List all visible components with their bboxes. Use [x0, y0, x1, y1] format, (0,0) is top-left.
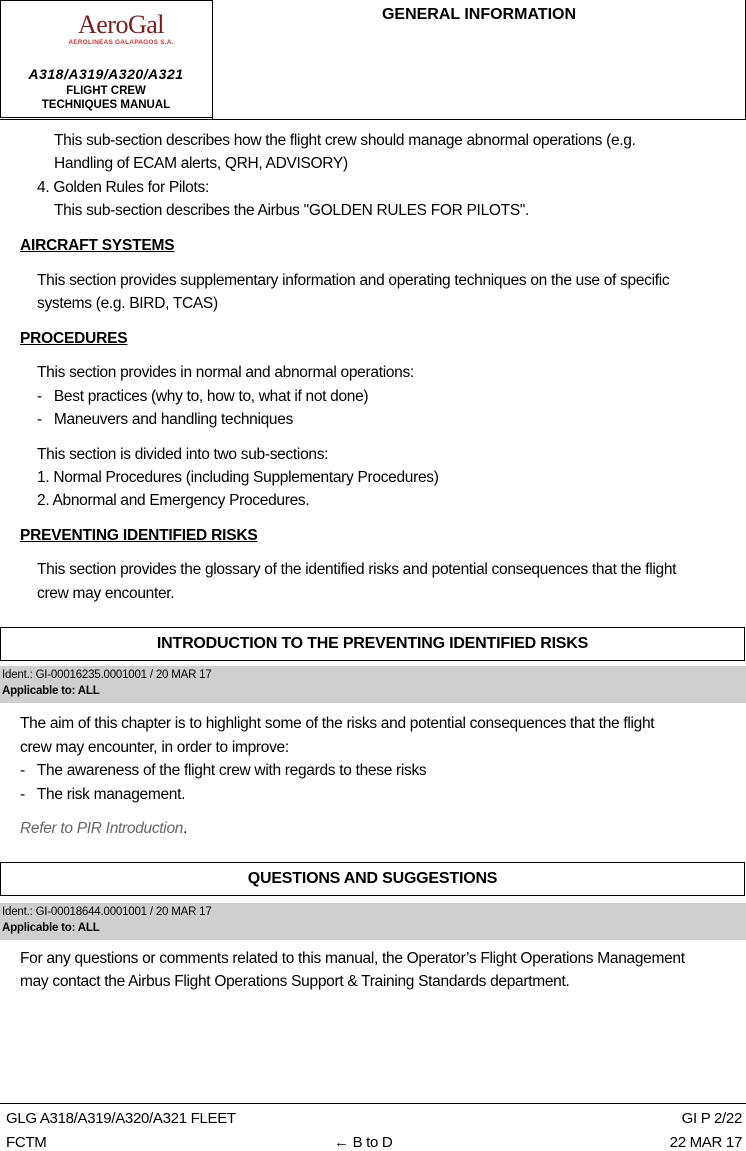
golden-rules-desc: This sub-section describes the Airbus "GOLDEN RULES FOR PILOTS".: [54, 202, 530, 219]
footer-doc: FCTM: [6, 1134, 47, 1151]
aircraft-models: A318/A319/A320/A321: [28, 66, 184, 82]
pir-bullet-2: - The risk management.: [20, 786, 186, 803]
questions-line1: For any questions or comments related to this manual, the Operator’s Flight Operations Management: [20, 950, 685, 967]
footer-divider: [0, 1103, 746, 1104]
pir-applicable: Applicable to: ALL: [2, 685, 100, 697]
manual-name-line2: TECHNIQUES MANUAL: [41, 99, 171, 111]
questions-applicable: Applicable to: ALL: [2, 922, 100, 934]
pir-reference: Refer to PIR Introduction.: [20, 820, 188, 837]
intro-line2: Handling of ECAM alerts, QRH, ADVISORY): [54, 155, 348, 172]
risks-line2: crew may encounter.: [37, 585, 175, 602]
aircraft-systems-line1: This section provides supplementary information and operating techniques on the use of specific: [37, 272, 670, 289]
risks-heading: PREVENTING IDENTIFIED RISKS: [20, 527, 258, 544]
footer-page: GI P 2/22: [681, 1110, 742, 1127]
pir-ident-bar: [0, 666, 746, 703]
pir-line1: The aim of this chapter is to highlight some of the risks and potential consequences that the flight: [20, 715, 655, 732]
pir-line2: crew may encounter, in order to improve:: [20, 739, 289, 756]
procedures-bullet-1: - Best practices (why to, how to, what if not done): [37, 388, 369, 405]
procedures-sub2: 2. Abnormal and Emergency Procedures.: [37, 492, 310, 509]
questions-title: QUESTIONS AND SUGGESTIONS: [0, 862, 745, 896]
aircraft-systems-heading: AIRCRAFT SYSTEMS: [20, 237, 175, 254]
procedures-heading: PROCEDURES: [20, 330, 128, 347]
procedures-intro: This section provides in normal and abnormal operations:: [37, 364, 414, 381]
chapter-title: GENERAL INFORMATION: [381, 6, 577, 23]
footer-revision: ← B to D: [334, 1134, 393, 1151]
risks-line1: This section provides the glossary of the identified risks and potential consequences that the flight: [37, 561, 677, 578]
manual-name-line1: FLIGHT CREW: [66, 85, 146, 97]
aerogal-logo: [48, 10, 194, 54]
questions-ident-bar: [0, 903, 746, 940]
logo-wordmark: AeroGal: [77, 10, 164, 39]
aircraft-systems-line2: systems (e.g. BIRD, TCAS): [37, 295, 218, 312]
header-divider: [0, 119, 746, 120]
pir-reference-link[interactable]: Refer to PIR Introduction: [20, 820, 184, 837]
procedures-divided: This section is divided into two sub-sections:: [37, 446, 329, 463]
pir-bullet-1: - The awareness of the flight crew with regards to these risks: [20, 762, 427, 779]
pir-ident: Ident.: GI-00016235.0001001 / 20 MAR 17: [2, 669, 212, 681]
golden-rules-item: 4. Golden Rules for Pilots:: [37, 179, 209, 196]
procedures-sub1: 1. Normal Procedures (including Supplementary Procedures): [37, 469, 439, 486]
footer-date: 22 MAR 17: [669, 1134, 742, 1151]
procedures-bullet-2: - Maneuvers and handling techniques: [37, 411, 294, 428]
questions-line2: may contact the Airbus Flight Operations Support & Training Standards department.: [20, 973, 570, 990]
questions-ident: Ident.: GI-00018644.0001001 / 20 MAR 17: [2, 906, 212, 918]
pir-intro-title: INTRODUCTION TO THE PREVENTING IDENTIFIED RISKS: [0, 627, 745, 661]
intro-line1: This sub-section describes how the flight crew should manage abnormal operations (e.g.: [54, 132, 636, 149]
logo-subtitle: AEROLINEAS GALAPAGOS S.A.: [68, 39, 174, 46]
footer-fleet: GLG A318/A319/A320/A321 FLEET: [6, 1110, 236, 1127]
